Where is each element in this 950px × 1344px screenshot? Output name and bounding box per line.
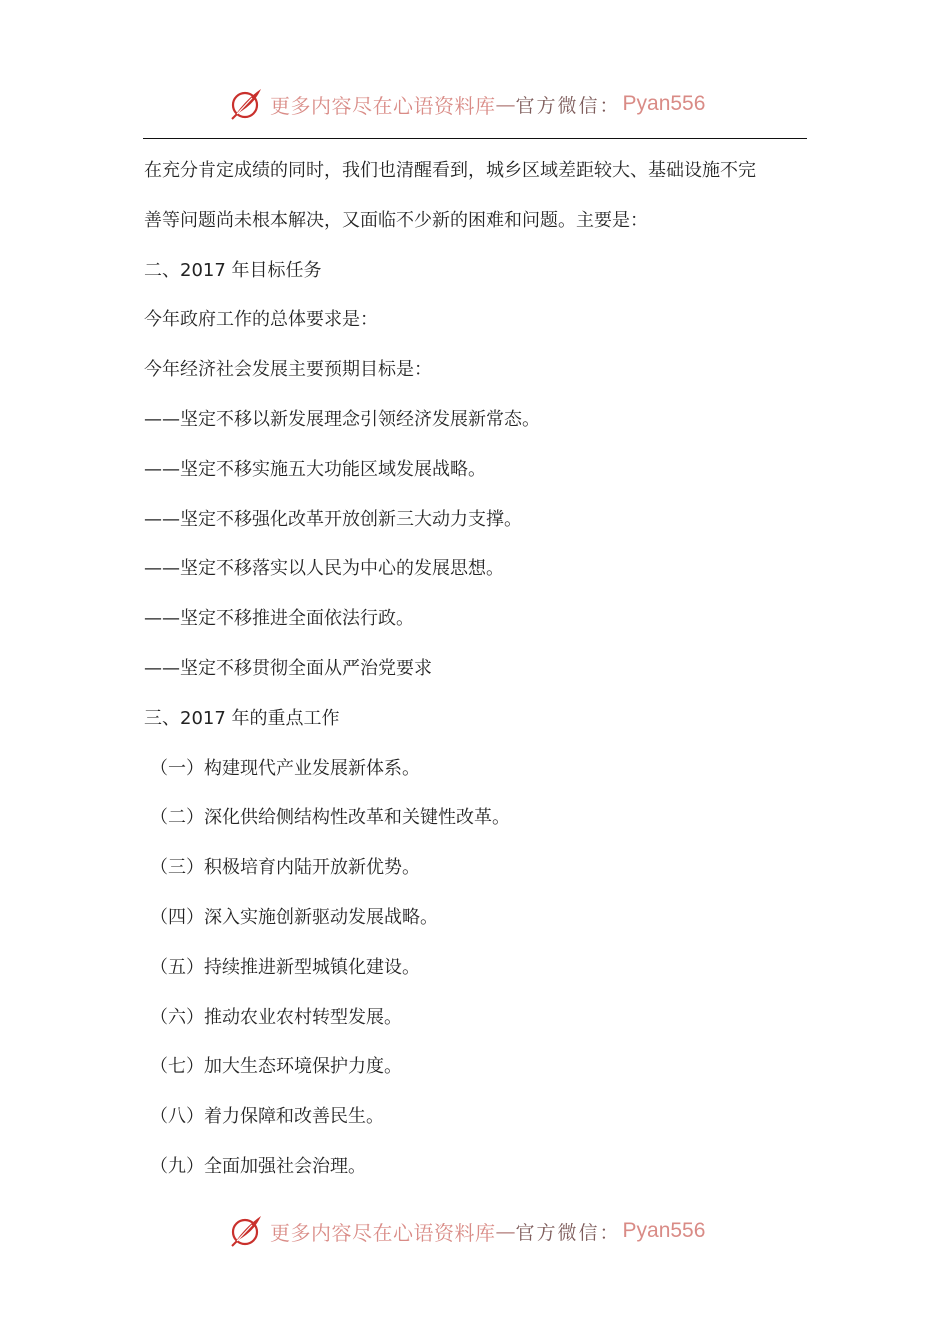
numbered-item: （九）全面加强社会治理。: [150, 1155, 366, 1177]
banner-text: 更多内容尽在心语资料库: [270, 93, 496, 118]
header-rule: [143, 138, 807, 139]
list-item: ——坚定不移实施五大功能区域发展战略。: [144, 458, 486, 480]
banner-account: Pyan556: [622, 92, 706, 115]
section-heading: 二、2017 年目标任务: [144, 259, 322, 281]
document-body: [144, 146, 808, 1192]
numbered-item: （六）推动农业农村转型发展。: [150, 1006, 402, 1028]
numbered-item: （五）持续推进新型城镇化建设。: [150, 956, 420, 978]
banner-label: 官方微信：: [515, 1221, 621, 1244]
list-item: ——坚定不移强化改革开放创新三大动力支撑。: [144, 508, 522, 530]
list-item: ——坚定不移推进全面依法行政。: [144, 608, 414, 630]
banner-text: 更多内容尽在心语资料库: [270, 1220, 496, 1245]
banner-separator: —: [495, 92, 516, 116]
numbered-item: （四）深入实施创新驱动发展战略。: [150, 906, 438, 928]
list-item: ——坚定不移以新发展理念引领经济发展新常态。: [144, 408, 540, 430]
paragraph-line: 善等问题尚未根本解决，又面临不少新的困难和问题。主要是：: [144, 209, 648, 231]
paragraph-line: 今年政府工作的总体要求是：: [144, 309, 378, 331]
banner-separator: —: [495, 1219, 516, 1243]
header-banner: [228, 84, 705, 124]
section-heading: 三、2017 年的重点工作: [144, 707, 340, 729]
numbered-item: （三）积极培育内陆开放新优势。: [150, 857, 420, 879]
banner-label: 官方微信：: [515, 94, 621, 117]
numbered-item: （八）着力保障和改善民生。: [150, 1106, 384, 1128]
list-item: ——坚定不移落实以人民为中心的发展思想。: [144, 558, 504, 580]
quill-pen-logo-icon: [228, 86, 264, 122]
paragraph-line: 在充分肯定成绩的同时，我们也清醒看到，城乡区域差距较大、基础设施不完: [144, 160, 756, 181]
banner-account: Pyan556: [622, 1219, 706, 1242]
numbered-item: （一）构建现代产业发展新体系。: [150, 757, 420, 779]
quill-pen-logo-icon: [228, 1213, 264, 1249]
list-item: ——坚定不移贯彻全面从严治党要求: [144, 657, 432, 679]
paragraph-line: 今年经济社会发展主要预期目标是：: [144, 359, 432, 381]
numbered-item: （二）深化供给侧结构性改革和关键性改革。: [150, 807, 510, 829]
numbered-item: （七）加大生态环境保护力度。: [150, 1056, 402, 1078]
footer-banner: [228, 1211, 705, 1251]
